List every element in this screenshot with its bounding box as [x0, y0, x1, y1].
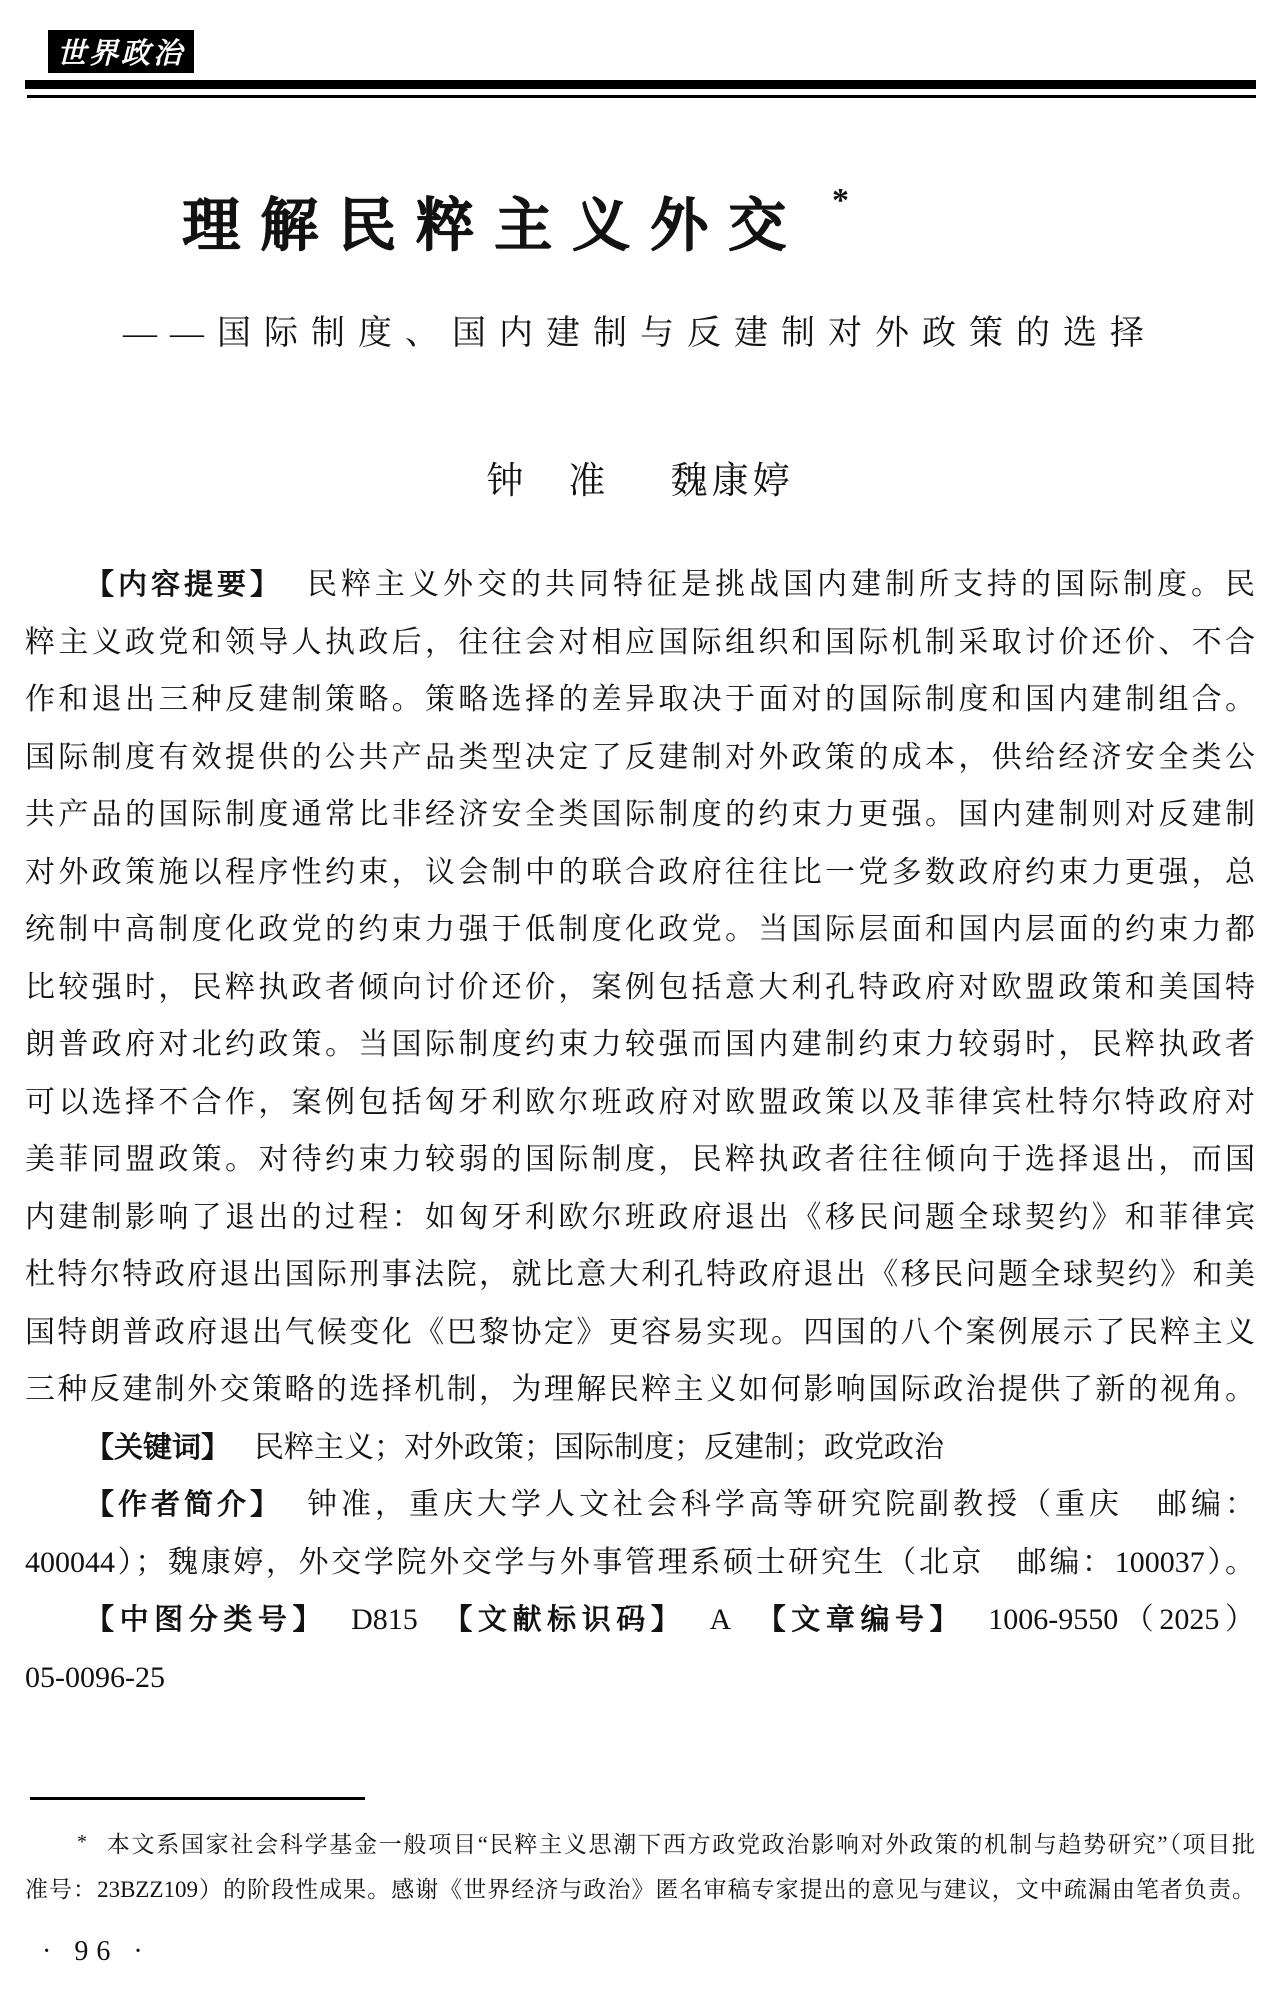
article-id-value: 1006-9550（2025） [988, 1603, 1255, 1636]
authors-line [0, 450, 1280, 504]
keywords-line [25, 1419, 1255, 1477]
author-name-2: 魏康婷 [670, 461, 794, 502]
doc-code-label: 【文献标识码】 [437, 1602, 686, 1636]
abstract-line: 三种反建制外交策略的选择机制，为理解民粹主义如何影响国际政治提供了新的视角。 [25, 1373, 1255, 1406]
front-matter [25, 556, 1255, 1706]
header-rule-thin [27, 95, 1256, 98]
header-rule-thick [25, 80, 1256, 89]
abstract-line: 统制中高制度化政党的约束力强于低制度化政党。当国际层面和国内层面的约束力都 [25, 913, 1255, 946]
abstract-line: 可以选择不合作，案例包括匈牙利欧尔班政府对欧盟政策以及菲律宾杜特尔特政府对 [25, 1085, 1255, 1119]
footnote-marker: * [77, 1831, 87, 1853]
abstract-line: 美菲同盟政策。对待约束力较弱的国际制度，民粹执政者往往倾向于选择退出，而国 [25, 1143, 1255, 1176]
footnote-line: 准号：23BZZ109）的阶段性成果。感谢《世界经济与政治》匿名审稿专家提出的意见与建议，文中疏漏由笔者负责。 [25, 1877, 1255, 1902]
abstract-line: 对外政策施以程序性约束，议会制中的联合政府往往比一党多数政府约束力更强，总 [25, 855, 1255, 889]
clc-value: D815 [351, 1603, 418, 1636]
section-banner [48, 30, 194, 73]
abstract-line: 朗普政府对北约政策。当国际制度约束力较强而国内建制约束力较弱时，民粹执政者 [25, 1028, 1255, 1061]
abstract-text: 民粹主义外交的共同特征是挑战国内建制所支持的国际制度。民 [307, 568, 1255, 601]
doc-code-value: A [709, 1603, 732, 1636]
article-title [182, 158, 849, 269]
page-number: · 96 · [42, 1936, 151, 1967]
author-bio-line: 400044）；魏康婷，外交学院外交学与外事管理系硕士研究生（北京 邮编：100037）。 [25, 1545, 1255, 1579]
abstract-line: 作和退出三种反建制策略。策略选择的差异取决于面对的国际制度和国内建制组合。 [25, 683, 1255, 716]
author-bio-line [25, 1476, 1255, 1534]
abstract-line: 国特朗普政府退出气候变化《巴黎协定》更容易实现。四国的八个案例展示了民粹主义 [25, 1315, 1255, 1349]
section-label: 世界政治 [56, 38, 185, 70]
keywords-label: 【关键词】 [85, 1429, 231, 1464]
footnote-line [25, 1818, 1255, 1866]
article-id-label: 【文章编号】 [751, 1602, 965, 1636]
footnote-divider [30, 1797, 365, 1800]
article-id-continuation: 05-0096-25 [25, 1660, 165, 1694]
abstract-line: 粹主义政党和领导人执政后，往往会对相应国际组织和国际机制采取讨价还价、不合 [25, 625, 1255, 659]
abstract-line: 内建制影响了退出的过程：如匈牙利欧尔班政府退出《移民问题全球契约》和菲律宾 [25, 1200, 1255, 1234]
author-bio-text: 钟准，重庆大学人文社会科学高等研究院副教授（重庆 邮编： [307, 1488, 1255, 1521]
article-title-text: 理解民粹主义外交 [182, 193, 807, 258]
classification-line [25, 1591, 1255, 1649]
clc-label: 【中图分类号】 [85, 1602, 328, 1636]
author-bio-label: 【作者简介】 [85, 1487, 283, 1521]
footnote-text: 本文系国家社会科学基金一般项目“民粹主义思潮下西方政党政治影响对外政策的机制与趋势研究”（项目批 [105, 1832, 1255, 1857]
abstract-line: 杜特尔特政府退出国际刑事法院，就比意大利孔特政府退出《移民问题全球契约》和美 [25, 1258, 1255, 1291]
title-footnote-marker: * [832, 182, 850, 219]
article-subtitle: ——国际制度、国内建制与反建制对外政策的选择 [123, 315, 1157, 352]
abstract-line: 共产品的国际制度通常比非经济安全类国际制度的约束力更强。国内建制则对反建制 [25, 798, 1255, 831]
keywords-text: 民粹主义；对外政策；国际制度；反建制；政党政治 [254, 1430, 945, 1464]
author-name-1: 钟 准 [486, 461, 610, 502]
abstract-line: 国际制度有效提供的公共产品类型决定了反建制对外政策的成本，供给经济安全类公 [25, 740, 1255, 774]
abstract-line [25, 556, 1255, 614]
footnote [25, 1818, 1255, 1914]
abstract-label: 【内容提要】 [85, 567, 283, 601]
abstract-line: 比较强时，民粹执政者倾向讨价还价，案例包括意大利孔特政府对欧盟政策和美国特 [25, 970, 1255, 1004]
